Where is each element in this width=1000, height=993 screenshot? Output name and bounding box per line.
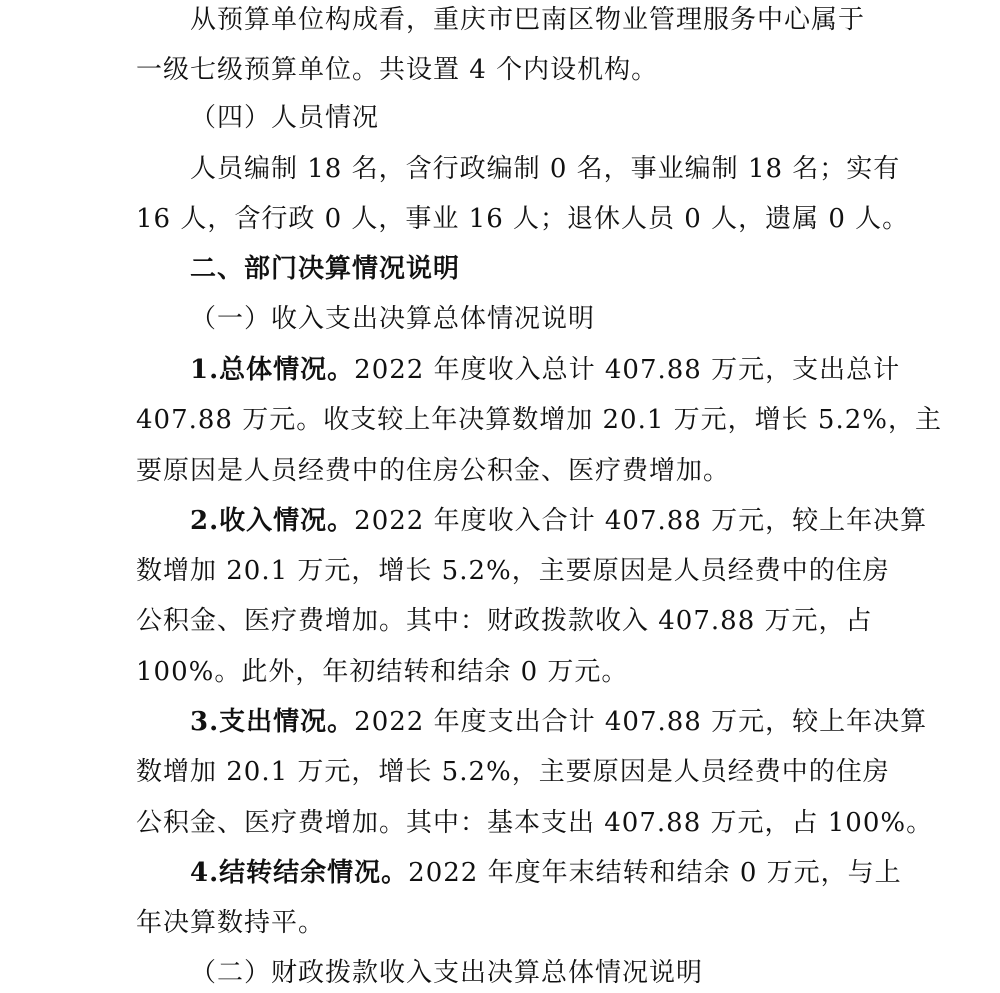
paragraph-line: 16 人，含行政 0 人，事业 16 人；退休人员 0 人，遗属 0 人。 <box>136 204 910 234</box>
paragraph-line: 公积金、医疗费增加。其中：财政拨款收入 407.88 万元，占 <box>136 606 873 636</box>
paragraph-line: 一级七级预算单位。共设置 4 个内设机构。 <box>136 55 659 85</box>
item-text: 2022 年度收入合计 407.88 万元，较上年决算 <box>354 506 928 536</box>
chapter-heading: 二、部门决算情况说明 <box>190 254 461 284</box>
paragraph-line: 数增加 20.1 万元，增长 5.2%，主要原因是人员经费中的住房 <box>136 757 890 787</box>
paragraph-line: 100%。此外，年初结转和结余 0 万元。 <box>136 657 629 687</box>
item-text: 2022 年度支出合计 407.88 万元，较上年决算 <box>354 707 928 737</box>
section-heading: （二）财政拨款收入支出决算总体情况说明 <box>190 958 704 988</box>
item-title: 2.收入情况。 <box>190 506 355 536</box>
paragraph-line: 数增加 20.1 万元，增长 5.2%，主要原因是人员经费中的住房 <box>136 556 890 586</box>
item-title: 4.结转结余情况。 <box>190 858 409 888</box>
item-line <box>190 350 900 390</box>
paragraph-line: 公积金、医疗费增加。其中：基本支出 407.88 万元，占 100%。 <box>136 808 934 838</box>
paragraph-line: 407.88 万元。收支较上年决算数增加 20.1 万元，增长 5.2%，主 <box>136 405 942 435</box>
item-line <box>190 501 927 541</box>
paragraph-line: 要原因是人员经费中的住房公积金、医疗费增加。 <box>136 456 731 486</box>
section-heading: （一）收入支出决算总体情况说明 <box>190 304 596 334</box>
paragraph-line: 从预算单位构成看，重庆市巴南区物业管理服务中心属于 <box>190 5 866 35</box>
item-title: 1.总体情况。 <box>190 355 355 385</box>
paragraph-line: 人员编制 18 名，含行政编制 0 名，事业编制 18 名；实有 <box>190 154 901 184</box>
item-text: 2022 年度年末结转和结余 0 万元，与上 <box>408 858 902 888</box>
section-heading: （四）人员情况 <box>190 103 380 133</box>
item-text: 2022 年度收入总计 407.88 万元，支出总计 <box>354 355 901 385</box>
item-line <box>190 702 927 742</box>
item-title: 3.支出情况。 <box>190 707 355 737</box>
item-line <box>190 853 902 893</box>
paragraph-line: 年决算数持平。 <box>136 908 326 938</box>
